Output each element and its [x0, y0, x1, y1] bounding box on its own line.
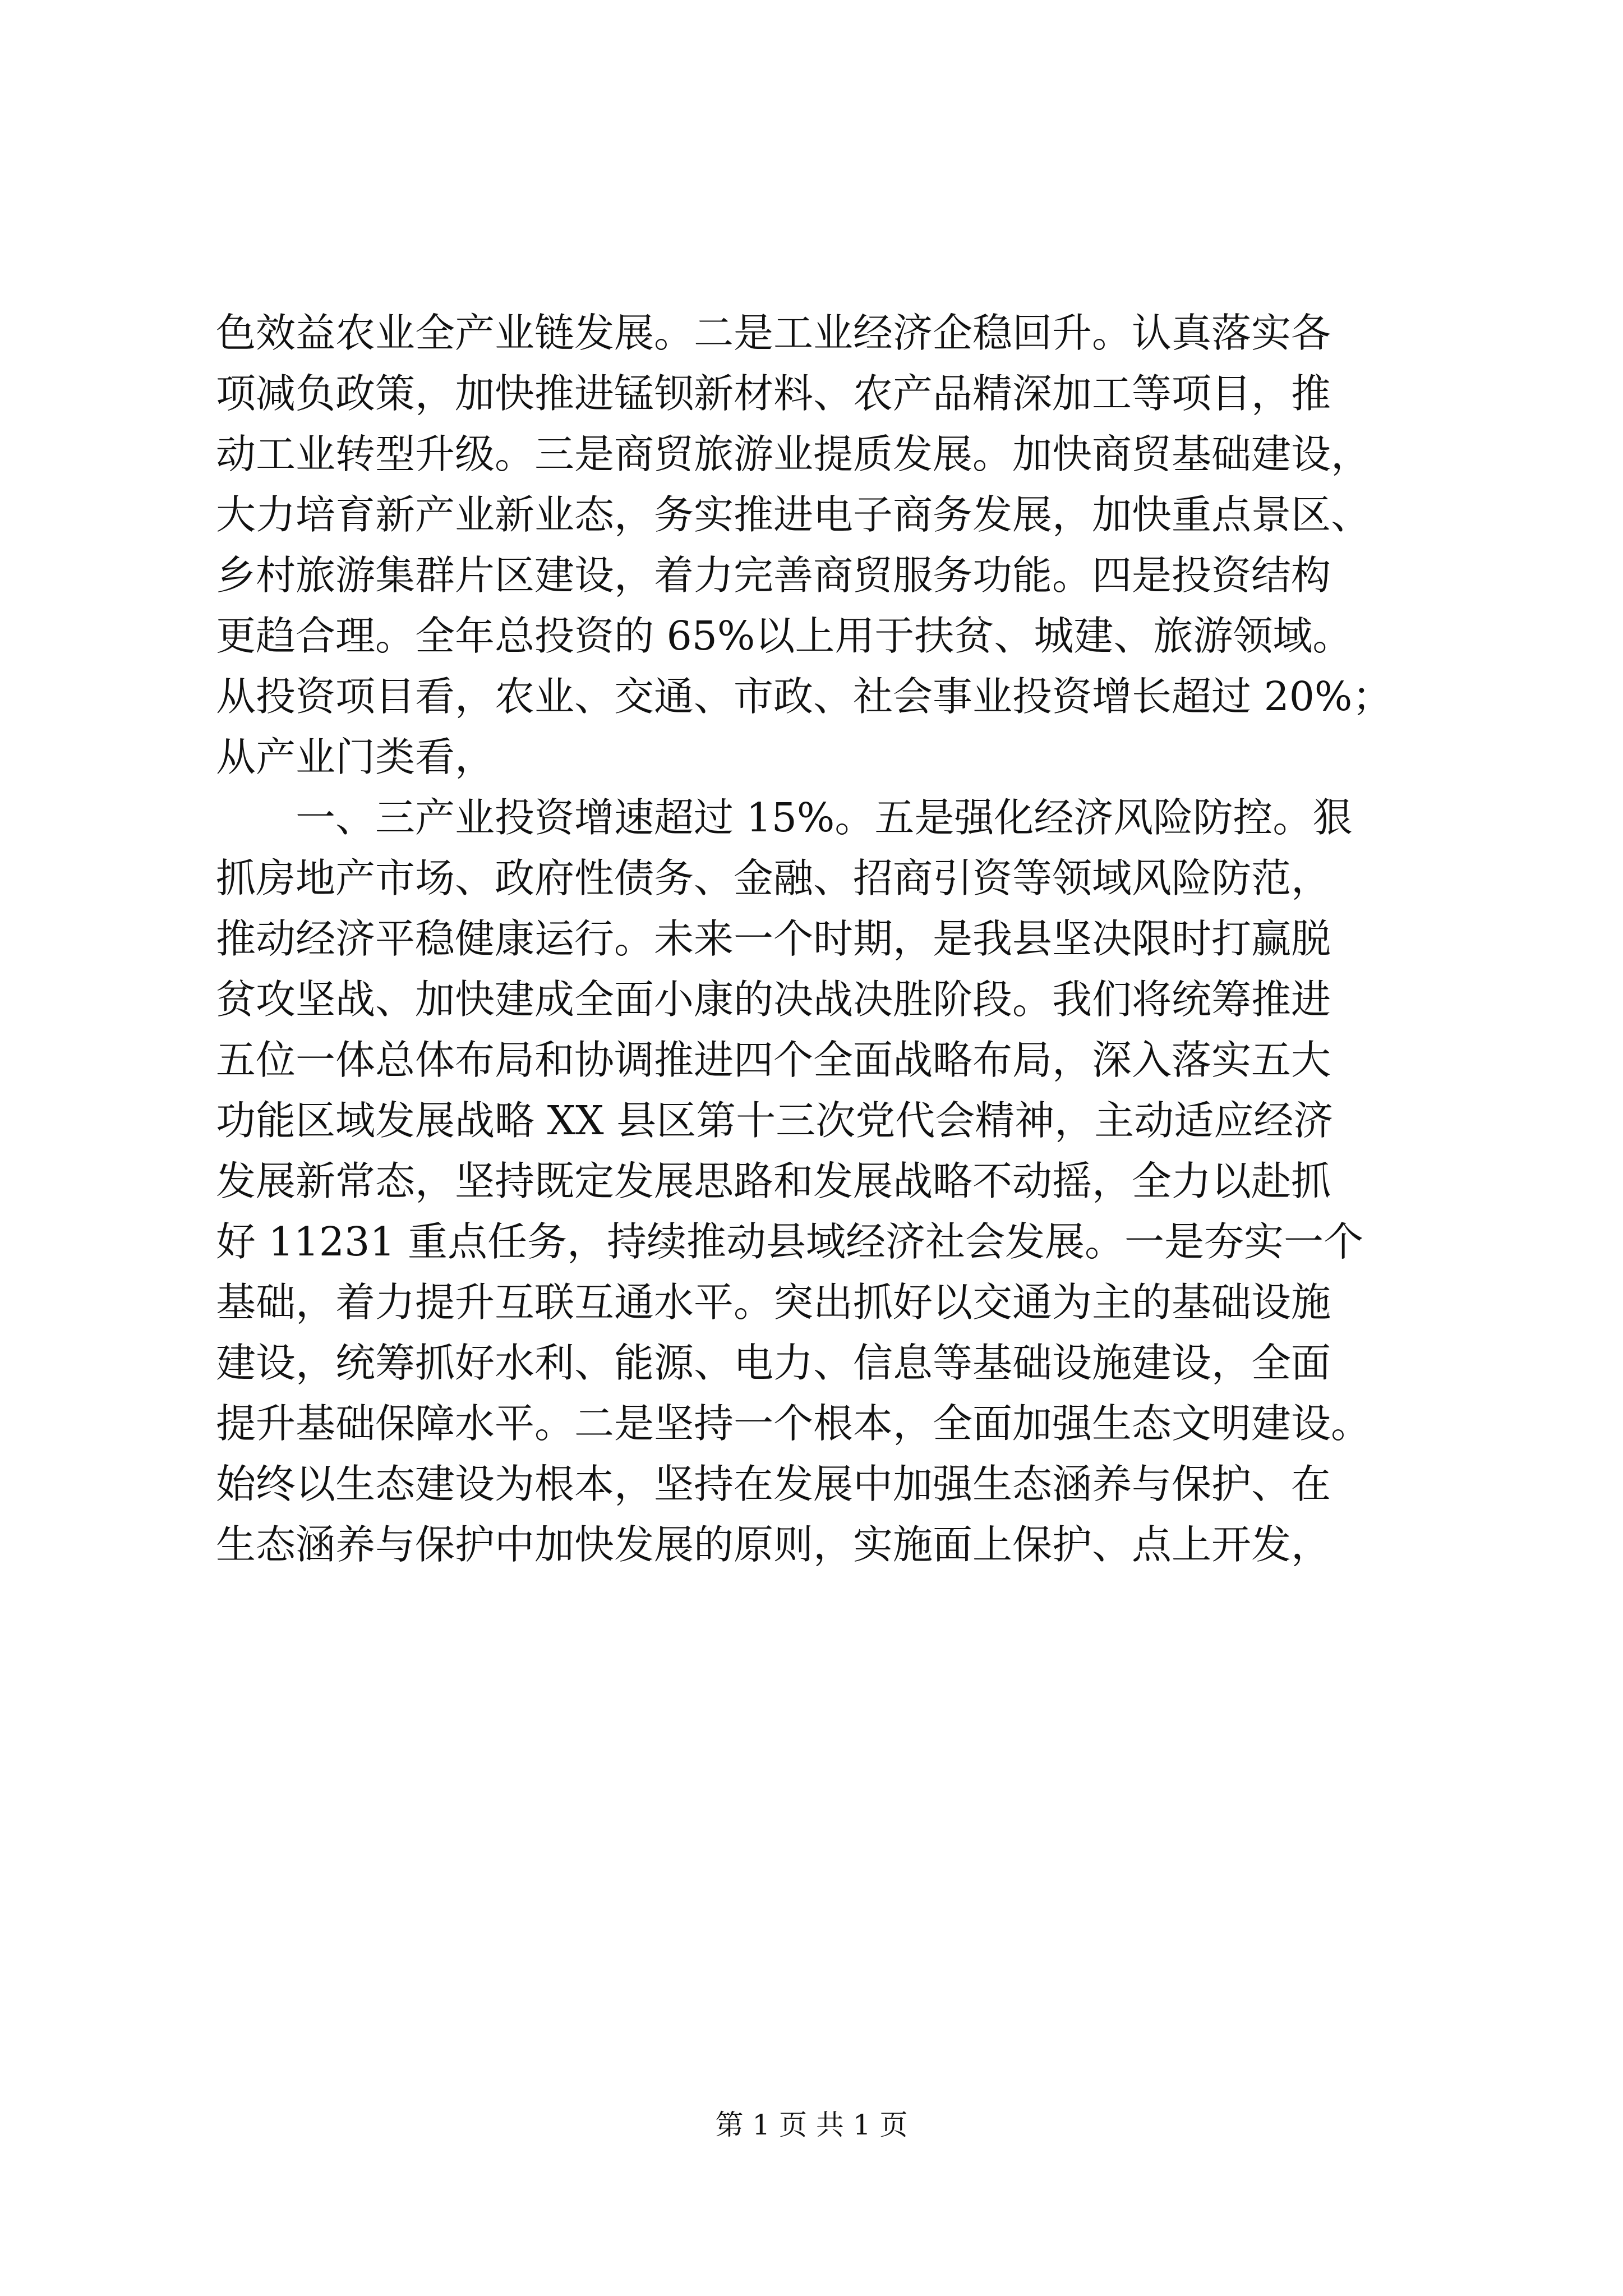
text-line: 大力培育新产业新业态，务实推进电子商务发展，加快重点景区、: [216, 491, 1371, 538]
page-footer: 第 1 页 共 1 页: [715, 2109, 908, 2141]
text-line: 发展新常态，坚持既定发展思路和发展战略不动摇，全力以赴抓: [216, 1158, 1331, 1204]
text-line: 好 11231 重点任务，持续推动县域经济社会发展。一是夯实一个: [216, 1218, 1364, 1265]
text-line: 贫攻坚战、加快建成全面小康的决战决胜阶段。我们将统筹推进: [216, 976, 1331, 1023]
paragraph-start-line: 一、三产业投资增速超过 15%。五是强化经济风险防控。狠: [296, 794, 1353, 841]
text-line: 推动经济平稳健康运行。未来一个时期，是我县坚决限时打赢脱: [216, 915, 1331, 962]
text-line: 五位一体总体布局和协调推进四个全面战略布局，深入落实五大: [216, 1037, 1331, 1083]
text-line: 乡村旅游集群片区建设，着力完善商贸服务功能。四是投资结构: [216, 552, 1331, 599]
text-line: 从产业门类看，: [216, 734, 495, 780]
text-line: 生态涵养与保护中加快发展的原则，实施面上保护、点上开发，: [216, 1521, 1331, 1568]
body-text: [216, 303, 1422, 1575]
text-line: 从投资项目看，农业、交通、市政、社会事业投资增长超过 20%；: [216, 673, 1393, 720]
text-line: 提升基础保障水平。二是坚持一个根本，全面加强生态文明建设。: [216, 1400, 1371, 1447]
text-line: 功能区域发展战略 XX 县区第十三次党代会精神，主动适应经济: [216, 1097, 1334, 1144]
text-line: 始终以生态建设为根本，坚持在发展中加强生态涵养与保护、在: [216, 1461, 1331, 1507]
text-line: 更趋合理。全年总投资的 65%以上用于扶贫、城建、旅游领域。: [216, 613, 1353, 659]
text-line: 色效益农业全产业链发展。二是工业经济企稳回升。认真落实各: [216, 310, 1331, 356]
text-line: 动工业转型升级。三是商贸旅游业提质发展。加快商贸基础建设，: [216, 431, 1371, 477]
text-line: 抓房地产市场、政府性债务、金融、招商引资等领域风险防范，: [216, 855, 1331, 901]
text-line: 基础，着力提升互联互通水平。突出抓好以交通为主的基础设施: [216, 1279, 1331, 1326]
text-line: 项减负政策，加快推进锰钡新材料、农产品精深加工等项目，推: [216, 370, 1331, 417]
text-line: 建设，统筹抓好水利、能源、电力、信息等基础设施建设，全面: [216, 1340, 1331, 1386]
